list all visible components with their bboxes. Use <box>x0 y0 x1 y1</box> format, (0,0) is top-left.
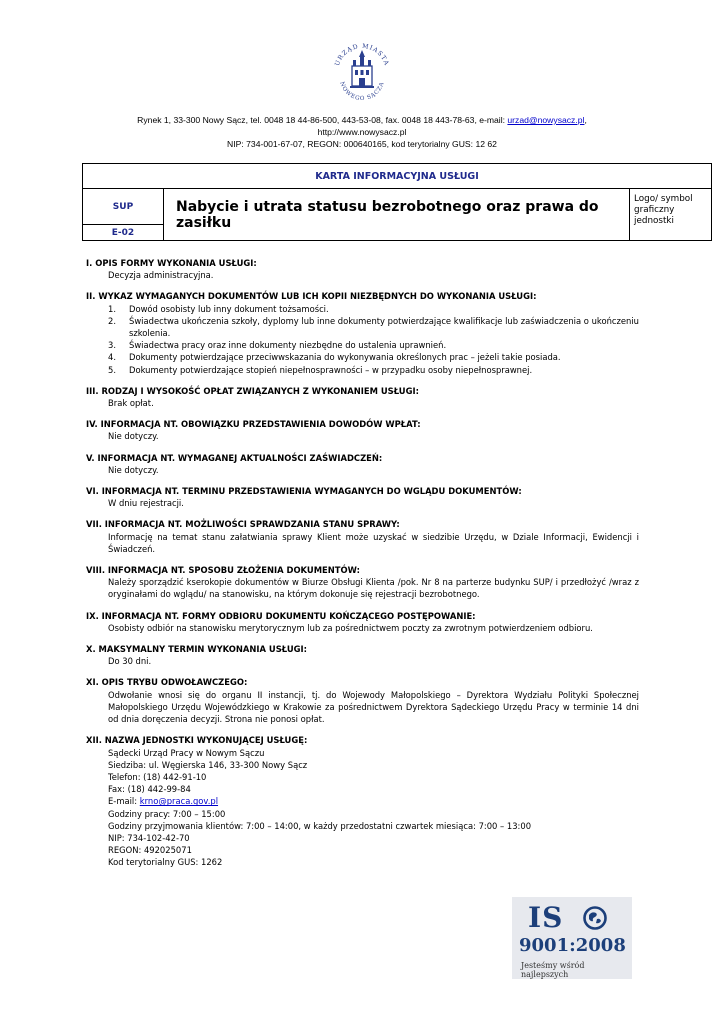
unit-email-label: E-mail: <box>108 796 140 807</box>
section-4-body: Nie dotyczy. <box>108 431 159 442</box>
unit-address: Siedziba: ul. Węgierska 146, 33-300 Nowy Sącz <box>108 759 308 770</box>
unit-name: Sądecki Urząd Pracy w Nowym Sączu <box>108 747 265 758</box>
section-11 <box>86 676 639 725</box>
list-item-number: 3. <box>108 340 116 351</box>
list-item <box>108 315 639 339</box>
header-address <box>60 114 664 150</box>
unit-client-hours: Godziny przyjmowania klientów: 7:00 – 14:00, w każdy przedostatni czwartek miesiąca: 7:00 – 13:00 <box>108 820 532 831</box>
list-item-text: Dokumenty potwierdzające stopień niepełnosprawności – w przypadku osoby niepełnosprawnej. <box>129 364 533 375</box>
section-3-title: III. RODZAJ I WYSOKOŚĆ OPŁAT ZWIĄZANYCH Z WYKONANIEM USŁUGI: <box>86 385 419 396</box>
iso-motto: Jesteśmy wśród najlepszych <box>521 961 585 979</box>
unit-nip: NIP: 734-102-42-70 <box>108 832 190 843</box>
header-contact-line <box>60 114 664 126</box>
list-item <box>108 303 639 315</box>
list-item <box>108 351 639 363</box>
section-1-title: I. OPIS FORMY WYKONANIA USŁUGI: <box>86 258 257 268</box>
section-5-body: Nie dotyczy. <box>108 464 159 475</box>
section-7-body: Informację na temat stanu załatwiania sprawy Klient może uzyskać w siedzibie Urzędu, w Dziale Informacji, Ewidencji i Świadczeń. <box>108 531 639 554</box>
header-email-link[interactable]: urzad@nowysacz.pl <box>507 115 585 125</box>
globe-icon <box>583 906 607 930</box>
header-line1-text: Rynek 1, 33-300 Nowy Sącz, tel. 0048 18 44-86-500, 443-53-08, fax. 0048 18 443-78-63, e-mail: <box>137 115 508 125</box>
section-2-title: II. WYKAZ WYMAGANYCH DOKUMENTÓW LUB ICH KOPII NIEZBĘDNYCH DO WYKONANIA USŁUGI: <box>86 291 537 302</box>
iso-word: IS <box>528 901 564 934</box>
section-4 <box>86 418 639 442</box>
list-item-number: 2. <box>108 315 116 326</box>
unit-regon: REGON: 492025071 <box>108 845 192 856</box>
section-12-title: XII. NAZWA JEDNOSTKI WYKONUJĄCEJ USŁUGĘ: <box>86 735 308 746</box>
iso-certificate-badge <box>512 897 632 979</box>
crest-arc-top-text: URZĄD MIASTA <box>333 42 391 67</box>
list-item-number: 1. <box>108 303 116 314</box>
section-9-title: IX. INFORMACJA NT. FORMY ODBIORU DOKUMENTU KOŃCZĄCEGO POSTĘPOWANIE: <box>86 610 476 621</box>
header-website: http://www.nowysacz.pl <box>317 127 407 137</box>
unit-details <box>86 747 639 869</box>
section-2 <box>86 290 639 375</box>
section-8-title: VIII. INFORMACJA NT. SPOSOBU ZŁOŻENIA DOKUMENTÓW: <box>86 565 360 576</box>
section-11-title: XI. OPIS TRYBU ODWOŁAWCZEGO: <box>86 677 248 688</box>
card-code-sup: SUP <box>83 189 164 225</box>
list-item-text: Dokumenty potwierdzające przeciwwskazania do wykonywania określonych prac – jeżeli takie posiada. <box>129 352 561 363</box>
section-5 <box>86 452 639 476</box>
list-item-number: 5. <box>108 364 116 375</box>
list-item-text: Świadectwa pracy oraz inne dokumenty niezbędne do ustalenia uprawnień. <box>129 340 447 351</box>
header-line1-end: , <box>584 115 587 125</box>
section-10-body: Do 30 dni. <box>108 656 152 667</box>
card-code-e02: E-02 <box>83 225 164 241</box>
section-5-title: V. INFORMACJA NT. WYMAGANEJ AKTUALNOŚCI ZAŚWIADCZEŃ: <box>86 452 383 463</box>
section-9-body: Osobisty odbiór na stanowisku merytorycznym lub za pośrednictwem poczty za zwrotnym potwierdzeniem odbioru. <box>108 622 593 633</box>
logo-placeholder-label: Logo/ symbol graficzny jednostki <box>630 189 712 241</box>
iso-standard-number: 9001:2008 <box>519 935 626 956</box>
section-12 <box>86 734 639 868</box>
section-6 <box>86 485 639 509</box>
card-content <box>86 257 639 878</box>
unit-phone: Telefon: (18) 442-91-10 <box>108 771 207 782</box>
list-item-text: Dowód osobisty lub inny dokument tożsamości. <box>129 303 329 314</box>
required-documents-list <box>86 303 639 376</box>
unit-working-hours: Godziny pracy: 7:00 – 15:00 <box>108 808 226 819</box>
unit-gus-code: Kod terytorialny GUS: 1262 <box>108 857 223 868</box>
service-title: Nabycie i utrata statusu bezrobotnego oraz prawa do zasiłku <box>164 189 630 241</box>
section-3-body: Brak opłat. <box>108 398 154 409</box>
list-item-number: 4. <box>108 352 116 363</box>
unit-email-line <box>108 795 639 807</box>
section-6-title: VI. INFORMACJA NT. TERMINU PRZEDSTAWIENIA WYMAGANYCH DO WGLĄDU DOKUMENTÓW: <box>86 486 522 497</box>
section-8-body: Należy sporządzić kserokopie dokumentów w Biurze Obsługi Klienta /pok. Nr 8 na parterze budynku SUP/ i przedłożyć /wraz z oryginałami do wglądu/ na stanowisku, na którym dokonuje się rejestracji bezrobotnego. <box>108 577 639 600</box>
city-crest-icon <box>330 38 394 104</box>
card-title: KARTA INFORMACYJNA USŁUGI <box>83 164 712 189</box>
list-item-text: Świadectwa ukończenia szkoły, dyplomy lub inne dokumenty potwierdzające kwalifikacje lub zaświadczenia o ukończeniu szkolenia. <box>129 315 639 339</box>
unit-fax: Fax: (18) 442-99-84 <box>108 784 191 795</box>
header-nip-regon: NIP: 734-001-67-07, REGON: 000640165, kod terytorialny GUS: 12 62 <box>227 139 497 149</box>
section-4-title: IV. INFORMACJA NT. OBOWIĄZKU PRZEDSTAWIENIA DOWODÓW WPŁAT: <box>86 419 421 430</box>
crest-arc-bottom-text: NOWEGO SĄCZA <box>338 81 386 103</box>
service-card-table <box>82 163 712 241</box>
section-1 <box>86 257 639 281</box>
list-item <box>108 364 639 376</box>
section-1-body: Decyzja administracyjna. <box>108 270 214 281</box>
section-10 <box>86 643 639 667</box>
section-3 <box>86 385 639 409</box>
section-11-body: Odwołanie wnosi się do organu II instancji, tj. do Wojewody Małopolskiego – Dyrektora Wydziału Polityki Społecznej Małopolskiego Urzędu Wojewódzkiego w Krakowie za pośrednictwem Dyrektora Sądeckiego Urzędu Pracy w terminie 14 dni od dnia doręczenia decyzji. Strona nie ponosi opłat. <box>108 689 639 725</box>
section-8 <box>86 564 639 601</box>
unit-email-link[interactable]: krno@praca.gov.pl <box>139 796 219 807</box>
city-crest-logo <box>330 38 394 104</box>
section-7-title: VII. INFORMACJA NT. MOŻLIWOŚCI SPRAWDZANIA STANU SPRAWY: <box>86 519 400 530</box>
list-item <box>108 339 639 351</box>
section-9 <box>86 610 639 634</box>
section-6-body: W dniu rejestracji. <box>108 498 184 509</box>
section-7 <box>86 518 639 555</box>
section-10-title: X. MAKSYMALNY TERMIN WYKONANIA USŁUGI: <box>86 644 307 655</box>
